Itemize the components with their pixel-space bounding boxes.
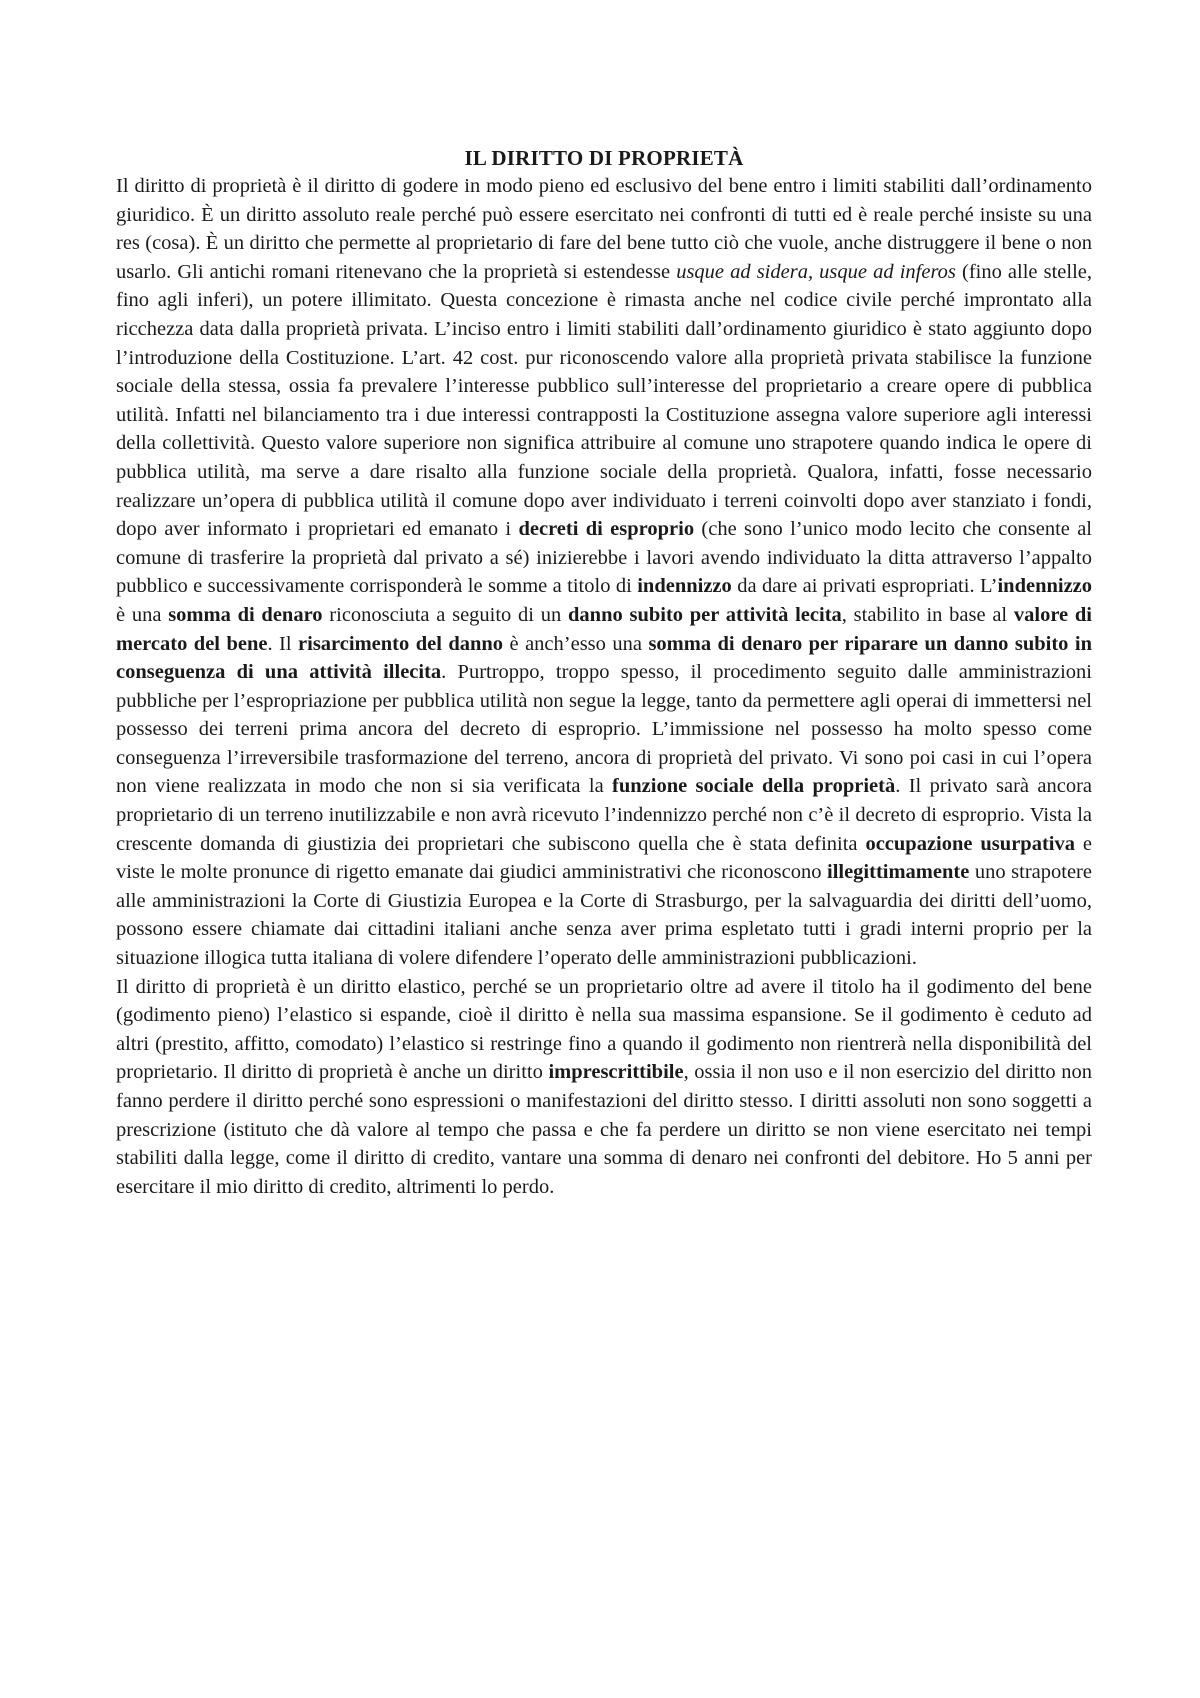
text-run: è una [116,603,169,626]
text-run: (fino alle stelle, fino agli inferi), un potere illimitato. Questa concezione è rimasta anche nel codice civile perché improntato alla ricchezza data dalla proprietà privata. L’inciso entro i limiti stabiliti dall’ordinamento giuridico è stato aggiunto dopo l’introduzione della Costituzione. L’art. 42 cost. pur riconoscendo valore alla proprietà privata stabilisce la funzione sociale della stessa, ossia fa prevalere l’interesse pubblico sull’interesse del proprietario a creare opere di pubblica utilità. Infatti nel bilanciamento tra i due interessi contrapposti la Costituzione assegna valore superiore agli interessi della collettività. Questo valore superiore non significa attribuire al comune uno strapotere quando indica le opere di pubblica utilità, ma serve a dare risalto alla funzione sociale della proprietà. Qualora, infatti, fosse necessario realizzare un’opera di pubblica utilità il comune dopo aver individuato i terreni coinvolti dopo aver stanziato i fondi, dopo aver informato i proprietari ed emanato i [116,260,1093,541]
text-run: , stabilito in base al [841,603,1014,626]
bold-run: occupazione usurpativa [865,832,1075,855]
italic-run: usque ad sidera, usque ad inferos [676,260,956,283]
text-run: . Purtroppo, troppo spesso, il procedimento seguito dalle amministrazioni pubbliche per l’espropriazione per pubblica utilità non segue la legge, tanto da permettere agli operai di immettersi nel possesso dei terreni prima ancora del decreto di esproprio. L’immissione nel possesso ha molto spesso come conseguenza l’irreversibile trasformazione del terreno, ancora di proprietà del privato. Vi sono poi casi in cui l’opera non viene realizzata in modo che non si sia verificata la [116,661,1092,798]
bold-run: indennizzo [997,575,1093,598]
paragraph-1 [116,172,1092,973]
text-run: uno strapotere alle amministrazioni la Corte di Giustizia Europea e la Corte di Strasburgo, per la salvaguardia dei diritti dell’uomo, possono essere chiamate dai cittadini italiani anche senza aver prima espletato tutti i gradi interni proprio per la situazione illogica tutta italiana di volere difendere l’operato delle amministrazioni pubblicazioni. [116,861,1092,970]
bold-run: valore di mercato del bene [116,603,1092,655]
text-run: , ossia il non uso e il non esercizio del diritto non fanno perdere il diritto perché sono espressioni o manifestazioni del diritto stesso. I diritti assoluti non sono soggetti a prescrizione (istituto che dà valore al tempo che passa e che fa perdere un diritto se non viene esercitato nei tempi stabiliti dalla legge, come il diritto di credito, vantare una somma di denaro nei confronti del debitore. Ho 5 anni per esercitare il mio diritto di credito, altrimenti lo perdo. [116,1061,1093,1198]
document-title: IL DIRITTO DI PROPRIETÀ [464,146,744,170]
text-run: Il diritto di proprietà è il diritto di godere in modo pieno ed esclusivo del bene entro i limiti stabiliti dall’ordinamento giuridico. È un diritto assoluto reale perché può essere esercitato nei confronti di tutti ed è reale perché insiste su una res (cosa). È un diritto che permette al proprietario di fare del bene tutto ciò che vuole, anche distruggere il bene o non usarlo. Gli antichi romani ritenevano che la proprietà si estendesse [116,175,1092,283]
bold-run: somma di denaro [168,603,323,626]
bold-run: imprescrittibile [548,1061,684,1084]
text-run: da dare ai privati espropriati. L’ [731,575,998,598]
text-run: (che sono l’unico modo lecito che consente al comune di trasferire la proprietà dal privato a sé) inizierebbe i lavori avendo individuato la ditta attraverso l’appalto pubblico e successivamente corrisponderà le somme a titolo di [116,518,1093,598]
bold-run: risarcimento del danno [298,632,504,655]
bold-run: funzione sociale della proprietà [612,775,896,798]
text-run: Il diritto di proprietà è un diritto elastico, perché se un proprietario oltre ad avere il titolo ha il godimento del bene (godimento pieno) l’elastico si espande, cioè il diritto è nella sua massima espansione. Se il godimento è ceduto ad altri (prestito, affitto, comodato) l’elastico si restringe fino a quando il godimento non rientrerà nella disponibilità del proprietario. Il diritto di proprietà è anche un diritto [116,975,1092,1084]
text-run: . Il privato sarà ancora proprietario di un terreno inutilizzabile e non avrà ricevuto l’indennizzo perché non c’è il decreto di esproprio. Vista la crescente domanda di giustizia dei proprietari che subiscono quella che è stata definita [116,775,1092,855]
bold-run: indennizzo [637,575,732,598]
text-run: e viste le molte pronunce di rigetto emanate dai giudici amministrativi che riconoscono [116,832,1092,884]
text-run: è anch’esso una [503,632,649,655]
text-run: . Il [267,632,299,655]
paragraph-2 [116,973,1092,1202]
text-run: riconosciuta a seguito di un [322,603,569,626]
bold-run: somma di denaro per riparare un danno subito in conseguenza di una attività illecita [116,632,1092,684]
bold-run: illegittimamente [827,861,970,884]
bold-run: danno subito per attività lecita [568,603,842,626]
document-page [116,144,1092,1201]
bold-run: decreti di esproprio [518,518,695,541]
